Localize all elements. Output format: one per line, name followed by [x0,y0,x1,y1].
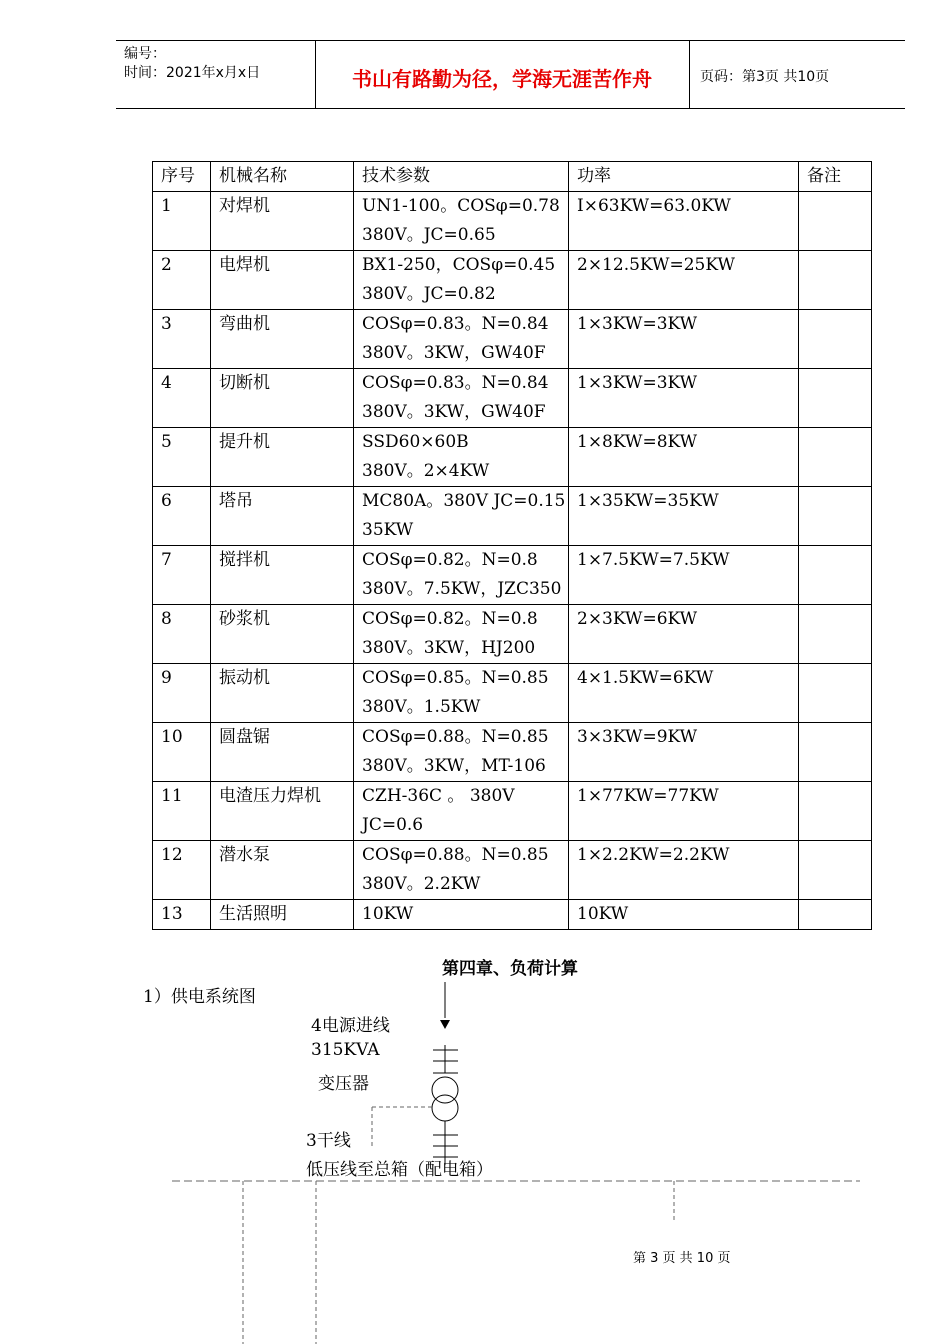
arrow-down-icon [440,1020,450,1029]
time-label: 时间：2021年x月x日 [124,65,261,81]
cell-params-text: 380V。JC=0.82 [362,284,496,304]
cell-name-text: 振动机 [219,668,270,688]
cell-params-text: BX1-250，COSφ=0.45 [362,255,556,275]
cell-power-text: 1×3KW=3KW [577,373,698,393]
cell-no-text: 11 [161,786,183,806]
cell-power-text: 1×3KW=3KW [577,314,698,334]
header-cell-name: 机械名称 [211,162,354,192]
cell-no-text: 1 [161,196,172,216]
cell-name-text: 搅拌机 [219,550,270,570]
transformer-coil-secondary-icon [432,1095,458,1121]
cell-params-text: 35KW [362,520,414,540]
cell-no-text: 10 [161,727,183,747]
cell-params-text: COSφ=0.88。N=0.85 [362,727,549,747]
cell-params-text: COSφ=0.82。N=0.8 [362,609,538,629]
cell-params-text: COSφ=0.88。N=0.85 [362,845,549,865]
cell-name-text: 塔吊 [219,491,253,511]
cell-power-text: 2×3KW=6KW [577,609,698,629]
cell-name-text: 潜水泵 [219,845,270,865]
cell-params-text: UN1-100。COSφ=0.78 [362,196,560,216]
label-transformer: 变压器 [318,1074,369,1094]
cell-power-text: I×63KW=63.0KW [577,196,731,216]
label-incoming-line: 4电源进线 [311,1016,390,1036]
label-capacity: 315KVA [311,1040,380,1060]
cell-no-text: 9 [161,668,172,688]
cell-no-text: 6 [161,491,172,511]
header-cell-power: 功率 [569,162,799,192]
page-code: 页码：第3页 共10页 [700,69,830,85]
cell-params-text: 380V。JC=0.65 [362,225,496,245]
header-cell-no: 序号 [153,162,211,192]
cell-params-text: 380V。3KW，MT-106 [362,756,546,776]
cell-params-text: 380V。2.2KW [362,874,481,894]
section-title: 1）供电系统图 [143,987,256,1007]
cell-params-text: SSD60×60B [362,432,469,452]
cell-params-text: 380V。2×4KW [362,461,490,481]
cell-power-text: 1×8KW=8KW [577,432,698,452]
cell-name-text: 圆盘锯 [219,727,270,747]
cell-power-text: 3×3KW=9KW [577,727,698,747]
cell-no-text: 2 [161,255,172,275]
cell-params-text: COSφ=0.83。N=0.84 [362,314,549,334]
chapter-title: 第四章、负荷计算 [442,959,578,979]
cell-no-text: 8 [161,609,172,629]
cell-power-text: 2×12.5KW=25KW [577,255,735,275]
cell-name-text: 切断机 [219,373,270,393]
cell-no-text: 3 [161,314,172,334]
serial-label: 编号： [124,46,166,62]
cell-name-text: 生活照明 [219,904,287,924]
cell-no-text: 7 [161,550,172,570]
motto-text: 书山有路勤为径，学海无涯苦作舟 [352,67,652,91]
cell-params-text: MC80A。380V JC=0.15 [362,491,566,511]
cell-params-text: COSφ=0.85。N=0.85 [362,668,549,688]
header-cell-params: 技术参数 [354,162,569,192]
page-footer: 第 3 页 共 10 页 [633,1251,731,1266]
cell-power-text: 1×77KW=77KW [577,786,719,806]
cell-params-text: 380V。3KW，GW40F [362,343,546,363]
cell-power-text: 4×1.5KW=6KW [577,668,714,688]
header-cell-remark: 备注 [799,162,872,192]
cell-name-text: 弯曲机 [219,314,270,334]
cell-params-text: COSφ=0.83。N=0.84 [362,373,549,393]
cell-name-text: 对焊机 [219,196,270,216]
cell-no-text: 4 [161,373,172,393]
cell-params-text: 380V。7.5KW，JZC350 [362,579,562,599]
cell-power-text: 10KW [577,904,629,924]
cell-params-text: 380V。1.5KW [362,697,481,717]
cell-params-text: COSφ=0.82。N=0.8 [362,550,538,570]
cell-params-text: CZH-36C 。 380V [362,786,515,806]
cell-power-text: 1×35KW=35KW [577,491,719,511]
cell-name-text: 电焊机 [219,255,270,275]
cell-params-text: 10KW [362,904,414,924]
cell-no-text: 13 [161,904,183,924]
cell-power-text: 1×7.5KW=7.5KW [577,550,730,570]
label-low-voltage-line: 低压线至总箱（配电箱） [306,1160,493,1180]
cell-name-text: 电渣压力焊机 [219,786,321,806]
label-trunk-line: 3干线 [306,1131,351,1151]
cell-params-text: JC=0.6 [362,815,424,835]
cell-power-text: 1×2.2KW=2.2KW [577,845,730,865]
cell-name-text: 砂浆机 [219,609,270,629]
cell-no-text: 5 [161,432,172,452]
cell-params-text: 380V。3KW，HJ200 [362,638,536,658]
cell-name-text: 提升机 [219,432,270,452]
cell-params-text: 380V。3KW，GW40F [362,402,546,422]
cell-no-text: 12 [161,845,183,865]
